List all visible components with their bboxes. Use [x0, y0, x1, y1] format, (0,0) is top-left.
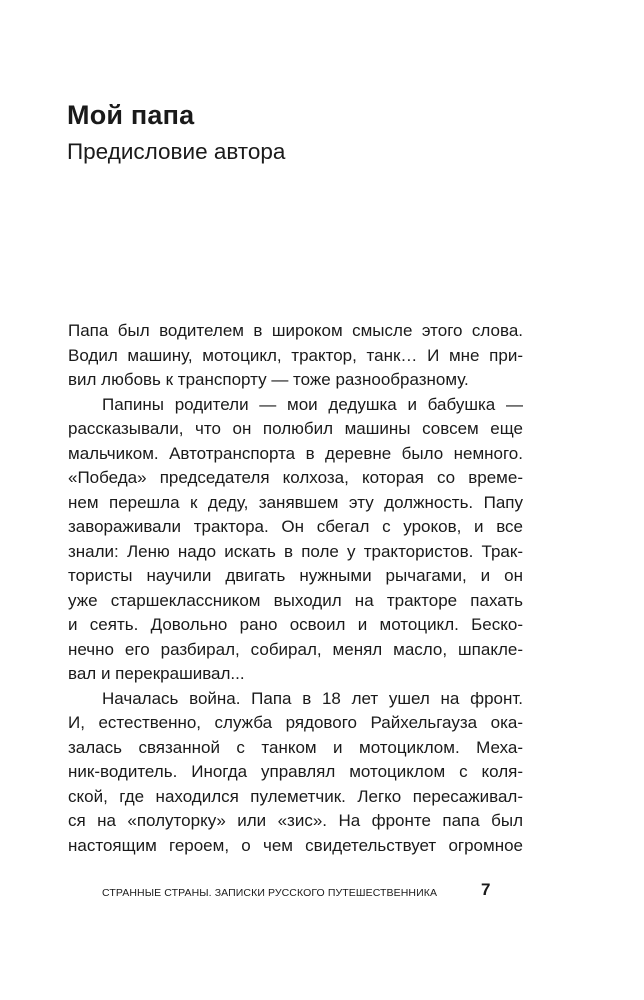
text-line: залась связанной с танком и мотоциклом. Меха-: [68, 737, 523, 757]
body-text: [68, 319, 523, 858]
text-line: и сеять. Довольно рано освоил и мотоцикл. Беско-: [68, 615, 523, 634]
text-line: нем перешла к деду, занявшем эту должность. Папу: [68, 492, 523, 512]
text-line: Папины родители — мои дедушка и бабушка —: [102, 394, 523, 414]
chapter-subtitle: Предисловие автора: [67, 139, 286, 164]
text-line: Началась война. Папа в 18 лет ушел на фронт.: [102, 688, 523, 708]
text-line: мальчиком. Автотранспорта в деревне было немного.: [68, 443, 523, 463]
text-line: рассказывали, что он полюбил машины совсем еще: [68, 419, 523, 438]
text-line: «Победа» председателя колхоза, которая со време-: [68, 468, 523, 487]
text-line: ник-водитель. Иногда управлял мотоциклом с коля-: [68, 762, 523, 781]
text-line: настоящим героем, о чем свидетельствует огромное: [68, 835, 523, 855]
text-line: Папа был водителем в широком смысле этого слова.: [68, 321, 523, 340]
text-line: ся на «полуторку» или «зис». На фронте папа был: [68, 811, 523, 830]
page-number: 7: [481, 880, 491, 899]
text-line: уже старшеклассником выходил на тракторе пахать: [68, 590, 523, 610]
text-line: вил любовь к транспорту — тоже разнообразному.: [68, 370, 469, 389]
running-title: СТРАННЫЕ СТРАНЫ. ЗАПИСКИ РУССКОГО ПУТЕШЕСТВЕННИКА: [102, 887, 438, 899]
chapter-title: Мой папа: [67, 100, 195, 130]
text-line: знали: Леню надо искать в поле у трактористов. Трак-: [68, 541, 523, 561]
text-line: тористы научили двигать нужными рычагами, и он: [68, 566, 523, 585]
text-line: И, естественно, служба рядового Райхельгауза ока-: [68, 713, 523, 732]
text-line: вал и перекрашивал...: [68, 664, 245, 683]
text-line: Водил машину, мотоцикл, трактор, танк… И мне при-: [68, 345, 523, 365]
text-line: нечно его разбирал, собирал, менял масло, шпакле-: [68, 639, 523, 659]
text-line: ской, где находился пулеметчик. Легко пересаживал-: [68, 786, 523, 806]
text-line: завораживали трактора. Он сбегал с уроков, и все: [68, 517, 523, 536]
